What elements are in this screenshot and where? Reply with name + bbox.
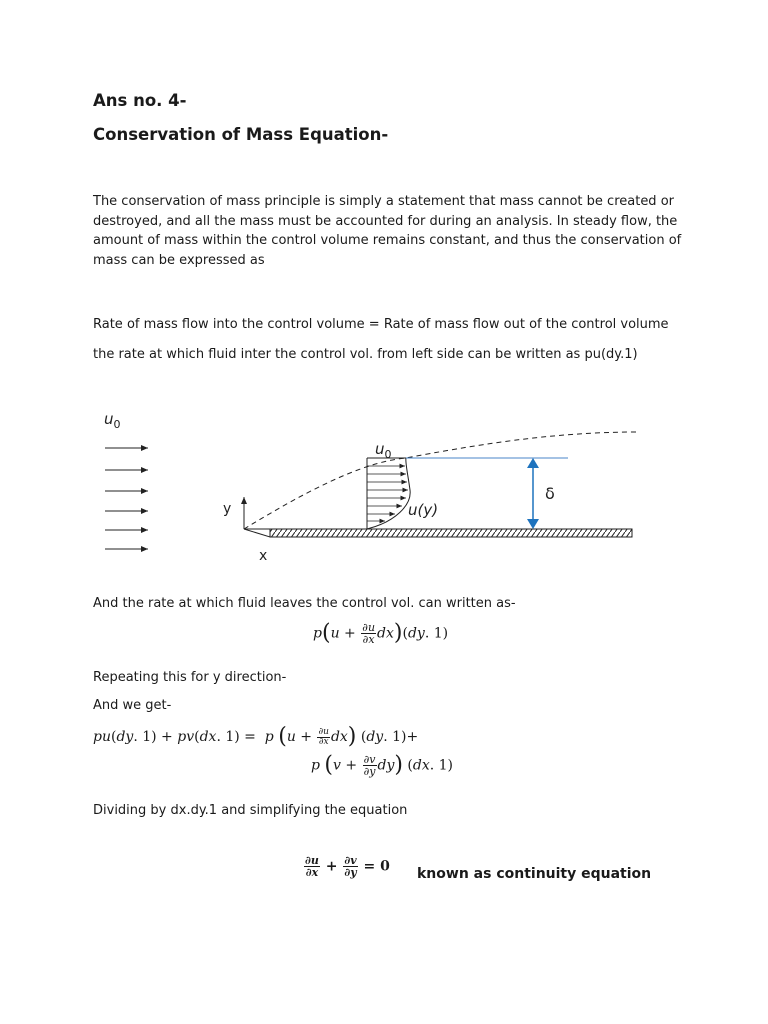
balance-equation-line2: p (v + $\frac{\partial v}{\partial y}$ dy) (dx. 1) [311,752,454,778]
delta-label: δ [545,484,555,503]
boundary-layer-figure [95,398,640,583]
we-get-statement: And we get- [93,698,172,713]
uy-label: u(y) [408,501,439,519]
page-title: Conservation of Mass Equation- [93,125,389,144]
delta-arrow-head-bottom [527,519,539,529]
flat-plate [270,529,632,537]
u0-top-label: $u_0$ [375,440,392,461]
repeat-statement: Repeating this for y direction- [93,670,287,685]
intro-line: destroyed, and all the mass must be accounted for during an analysis. In steady flow, the [93,213,678,229]
intro-line: amount of mass within the control volume remains constant, and thus the conservation of [93,233,682,249]
continuity-label: known as continuity equation [417,866,652,882]
continuity-equation: $\frac{\partial u}{\partial x}$ + $\frac{\partial v}{\partial y}$ = 0 [305,854,390,879]
dividing-statement: Dividing by dx.dy.1 and simplifying the equation [93,803,408,818]
plate-leading-edge [244,529,270,537]
intro-paragraph [93,192,682,270]
inlet-statement: the rate at which fluid inter the control vol. from left side can be written as pu(dy.1) [93,347,638,362]
leaves-statement: And the rate at which fluid leaves the control vol. can written as- [93,596,516,611]
free-stream-arrows [105,448,148,549]
y-axis-label: y [223,501,232,517]
balance-equation-line1: pu(dy. 1) + pv(dx. 1) = p (u + $\frac{\partial u}{\partial x}$ dx) (dy. 1)+ [93,724,419,749]
boundary-layer-edge [244,432,636,529]
intro-line: The conservation of mass principle is simply a statement that mass cannot be created or [93,194,674,209]
x-axis-label: x [259,548,268,564]
answer-label: Ans no. 4- [93,91,187,110]
outflow-equation: p(u + $\frac{\partial u}{\partial x}$ dx)(dy. 1) [313,620,449,646]
u0-left-label: $u_0$ [104,410,121,431]
profile-arrows [367,466,408,521]
velocity-profile-curve [367,458,410,529]
intro-line: mass can be expressed as [93,252,265,268]
rate-statement: Rate of mass flow into the control volume = Rate of mass flow out of the control volume [93,317,669,332]
delta-arrow-head-top [527,458,539,468]
